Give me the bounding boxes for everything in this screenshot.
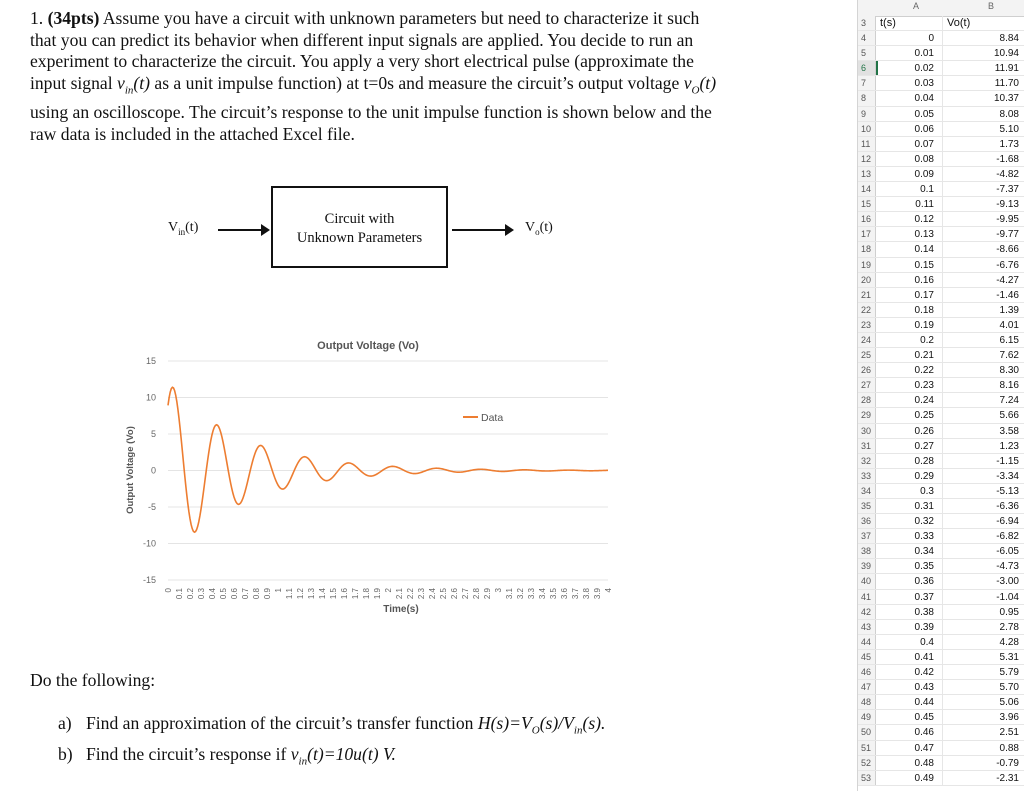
sheet-row[interactable] xyxy=(858,197,1024,212)
cell-time[interactable]: 0.3 xyxy=(876,484,943,498)
row-number[interactable]: 41 xyxy=(858,590,876,604)
cell-voltage[interactable]: -9.13 xyxy=(996,199,1019,211)
x-tick-label: 1.5 xyxy=(329,588,338,600)
sheet-row[interactable] xyxy=(858,242,1024,257)
sheet-row[interactable] xyxy=(858,258,1024,273)
cell-time[interactable]: 0.29 xyxy=(876,469,943,483)
cell-time[interactable]: 0.42 xyxy=(876,665,943,679)
x-tick-label: 0.6 xyxy=(230,588,239,600)
cell-voltage[interactable]: -9.95 xyxy=(996,214,1019,226)
cell-voltage[interactable]: 8.30 xyxy=(999,365,1019,377)
row-number[interactable]: 10 xyxy=(858,122,876,136)
cell-voltage[interactable]: -1.15 xyxy=(996,455,1019,467)
cell-time[interactable]: 0.02 xyxy=(876,61,943,75)
cell-voltage[interactable]: 1.39 xyxy=(999,304,1019,316)
cell-time[interactable]: 0.15 xyxy=(876,258,943,272)
sheet-row[interactable] xyxy=(858,46,1024,61)
row-number[interactable]: 52 xyxy=(858,756,876,770)
problem-number: 1. xyxy=(30,8,48,28)
cell-time[interactable]: 0.31 xyxy=(876,499,943,513)
row-number[interactable]: 31 xyxy=(858,439,876,453)
problem-text-1: Assume you have a circuit with unknown parameters but need to characterize it such that you can predict its behavior when different input signals are applied. You decide to run an experiment to characterize the circuit. You apply a very short electrical pulse (approximate the input signal xyxy=(30,8,700,94)
cell-time[interactable]: 0.17 xyxy=(876,288,943,302)
sheet-row[interactable] xyxy=(858,167,1024,182)
todo-heading: Do the following: xyxy=(30,670,156,690)
cell-time[interactable]: 0.06 xyxy=(876,122,943,136)
sheet-row[interactable] xyxy=(858,499,1024,514)
sheet-row[interactable] xyxy=(858,91,1024,106)
cell-voltage[interactable]: -3.00 xyxy=(996,576,1019,588)
cell-time[interactable]: 0.21 xyxy=(876,348,943,362)
cell-voltage[interactable]: 5.66 xyxy=(999,410,1019,422)
chart-x-label: Time(s) xyxy=(383,604,419,615)
row-number[interactable]: 9 xyxy=(858,107,876,121)
x-tick-label: 3.2 xyxy=(516,588,525,600)
cell-time[interactable]: 0.48 xyxy=(876,756,943,770)
cell-time[interactable]: 0.05 xyxy=(876,107,943,121)
cell-voltage[interactable]: 2.51 xyxy=(999,727,1019,739)
sheet-row[interactable] xyxy=(858,559,1024,574)
row-number[interactable]: 21 xyxy=(858,288,876,302)
output-label: $V_o(t)$ xyxy=(525,220,553,237)
task-list xyxy=(58,712,605,773)
cell-voltage[interactable]: 7.24 xyxy=(999,395,1019,407)
sheet-row[interactable] xyxy=(858,424,1024,439)
cell-time[interactable]: 0.1 xyxy=(876,182,943,196)
row-number[interactable]: 16 xyxy=(858,212,876,226)
vo-symbol: $v_O(t)$ xyxy=(683,73,717,97)
sheet-row[interactable] xyxy=(858,650,1024,665)
y-tick-label: 5 xyxy=(150,429,156,439)
x-tick-label: 1.3 xyxy=(307,588,316,600)
cell-voltage[interactable]: 10.37 xyxy=(993,93,1019,105)
row-number[interactable]: 46 xyxy=(858,665,876,679)
cell-voltage[interactable]: 2.78 xyxy=(999,621,1019,633)
sheet-row[interactable] xyxy=(858,439,1024,454)
cell-voltage[interactable]: 5.10 xyxy=(999,123,1019,135)
sheet-row[interactable] xyxy=(858,31,1024,46)
cell-time[interactable]: 0.12 xyxy=(876,212,943,226)
column-header-bar xyxy=(858,0,1024,17)
cell-voltage[interactable]: -1.04 xyxy=(996,591,1019,603)
cell-voltage[interactable]: 4.28 xyxy=(999,636,1019,648)
sheet-row[interactable] xyxy=(858,182,1024,197)
row-number[interactable]: 30 xyxy=(858,424,876,438)
problem-text-2: as a unit impulse function) at t=0s and measure the circuit’s output voltage xyxy=(149,73,684,94)
cell-time[interactable]: 0.14 xyxy=(876,242,943,256)
sheet-row[interactable] xyxy=(858,741,1024,756)
cell-voltage[interactable]: 3.96 xyxy=(999,712,1019,724)
cell-time[interactable]: 0.4 xyxy=(876,635,943,649)
sheet-row[interactable] xyxy=(858,454,1024,469)
row-number[interactable]: 22 xyxy=(858,303,876,317)
cell-time[interactable]: 0.46 xyxy=(876,725,943,739)
cell-time[interactable]: 0.41 xyxy=(876,650,943,664)
x-tick-label: 4 xyxy=(604,588,613,593)
output-arrow xyxy=(452,229,512,231)
row-number[interactable]: 42 xyxy=(858,605,876,619)
cell-voltage[interactable]: -6.36 xyxy=(996,501,1019,512)
row-number[interactable]: 49 xyxy=(858,710,876,724)
x-tick-label: 0.8 xyxy=(252,588,261,600)
x-tick-label: 1.9 xyxy=(373,588,382,600)
x-tick-label: 2.3 xyxy=(417,588,426,600)
row-number[interactable]: 4 xyxy=(858,31,876,45)
cell-voltage[interactable]: 11.70 xyxy=(994,78,1019,90)
sheet-rows xyxy=(858,16,1024,786)
task-a: a) Find an approximation of the circuit’s transfer function $H(s)=V_O(s)/V_{in}(s)$. xyxy=(58,713,606,737)
input-label: $V_{in}(t)$ xyxy=(168,220,199,237)
cell-time[interactable]: 0.16 xyxy=(876,273,943,287)
row-number[interactable]: 18 xyxy=(858,242,876,256)
x-tick-label: 3.5 xyxy=(549,588,558,600)
cell-voltage[interactable]: 0.88 xyxy=(999,742,1019,754)
cell-time[interactable]: 0.37 xyxy=(876,590,943,604)
x-tick-label: 0.4 xyxy=(208,588,217,600)
y-tick-label: -10 xyxy=(142,538,156,549)
cell-voltage[interactable]: 5.79 xyxy=(999,667,1019,679)
cell-time[interactable]: 0.24 xyxy=(876,393,943,407)
sheet-row[interactable] xyxy=(858,348,1024,363)
x-tick-label: 0.2 xyxy=(186,588,195,600)
cell-time[interactable]: 0 xyxy=(876,31,943,45)
x-tick-label: 1.4 xyxy=(318,588,327,600)
sheet-row[interactable] xyxy=(858,635,1024,650)
chart-y-label: Output Voltage (Vo) xyxy=(125,426,136,514)
cell-time[interactable]: 0.19 xyxy=(876,318,943,332)
sheet-row[interactable] xyxy=(858,303,1024,318)
cell-voltage[interactable]: 6.15 xyxy=(999,334,1019,346)
chart-series-line xyxy=(168,387,608,532)
problem-statement xyxy=(30,8,720,146)
row-number[interactable]: 14 xyxy=(858,182,876,196)
cell-time[interactable]: 0.23 xyxy=(876,378,943,392)
row-number[interactable]: 32 xyxy=(858,454,876,468)
x-tick-label: 3.9 xyxy=(593,588,602,600)
sheet-row[interactable] xyxy=(858,725,1024,740)
cell-voltage[interactable]: 5.31 xyxy=(999,651,1019,663)
x-tick-label: 0.3 xyxy=(197,588,206,600)
y-tick-label: 0 xyxy=(150,465,156,476)
sheet-row[interactable] xyxy=(858,756,1024,771)
sheet-row[interactable] xyxy=(858,137,1024,152)
x-tick-label: 2.9 xyxy=(483,588,492,600)
sheet-row[interactable] xyxy=(858,273,1024,288)
cell-voltage[interactable]: -6.94 xyxy=(996,516,1019,528)
chart-title: Output Voltage (Vo) xyxy=(317,340,419,352)
cell-time[interactable]: 0.44 xyxy=(876,695,943,709)
x-tick-label: 2.4 xyxy=(428,588,437,600)
x-tick-label: 3 xyxy=(494,588,503,593)
cell-voltage[interactable]: -6.76 xyxy=(996,259,1019,271)
row-number[interactable]: 44 xyxy=(858,635,876,649)
column-a-header[interactable]: A xyxy=(913,1,920,11)
cell-voltage[interactable]: -0.79 xyxy=(996,757,1019,769)
chart-legend-label: Data xyxy=(481,412,504,424)
sheet-row[interactable] xyxy=(858,212,1024,227)
cell-voltage[interactable]: 5.70 xyxy=(999,682,1019,694)
column-b-header[interactable]: B xyxy=(988,1,995,11)
cell-time[interactable]: 0.45 xyxy=(876,710,943,724)
row-number[interactable]: 33 xyxy=(858,469,876,483)
sheet-row[interactable] xyxy=(858,227,1024,242)
cell-voltage[interactable]: -8.66 xyxy=(996,244,1019,256)
x-tick-label: 3.1 xyxy=(505,588,514,600)
input-arrow xyxy=(218,229,268,231)
cell-time[interactable]: 0.47 xyxy=(876,741,943,755)
row-number[interactable]: 45 xyxy=(858,650,876,664)
sheet-row[interactable] xyxy=(858,107,1024,122)
cell-voltage[interactable]: 0.95 xyxy=(999,606,1019,618)
sheet-row[interactable] xyxy=(858,333,1024,348)
row-number[interactable]: 28 xyxy=(858,393,876,407)
cell-voltage[interactable]: -4.27 xyxy=(996,274,1019,286)
cell-voltage[interactable]: -1.46 xyxy=(996,289,1019,301)
sheet-row[interactable] xyxy=(858,544,1024,559)
cell-voltage[interactable]: -4.73 xyxy=(996,561,1019,573)
row-number[interactable]: 12 xyxy=(858,152,876,166)
x-tick-label: 1.8 xyxy=(362,588,371,600)
cell-voltage[interactable]: 1.23 xyxy=(999,440,1019,452)
cell-time[interactable]: 0.36 xyxy=(876,574,943,588)
problem-points: (34pts) xyxy=(47,8,100,28)
cell-time[interactable]: 0.09 xyxy=(876,167,943,181)
x-tick-label: 2.5 xyxy=(439,588,448,600)
x-tick-label: 1.7 xyxy=(351,588,360,600)
chart-y-ticks xyxy=(143,356,156,585)
row-number[interactable]: 29 xyxy=(858,408,876,422)
cell-time[interactable]: 0.22 xyxy=(876,363,943,377)
row-number[interactable]: 50 xyxy=(858,725,876,739)
cell-time[interactable]: 0.28 xyxy=(876,454,943,468)
excel-data-panel[interactable] xyxy=(857,0,1024,791)
row-number[interactable]: 25 xyxy=(858,348,876,362)
cell-voltage[interactable]: 8.16 xyxy=(999,380,1019,392)
row-number[interactable]: 17 xyxy=(858,227,876,241)
sheet-row[interactable] xyxy=(858,393,1024,408)
sheet-row[interactable] xyxy=(858,529,1024,544)
sheet-row[interactable] xyxy=(858,378,1024,393)
row-number[interactable]: 27 xyxy=(858,378,876,392)
x-tick-label: 1.6 xyxy=(340,588,349,600)
sheet-row[interactable] xyxy=(858,620,1024,635)
row-number[interactable]: 8 xyxy=(858,91,876,105)
cell-voltage[interactable]: 1.73 xyxy=(999,138,1019,150)
cell-time[interactable]: 0.2 xyxy=(876,333,943,347)
x-tick-label: 0.1 xyxy=(175,588,184,600)
row-number[interactable]: 36 xyxy=(858,514,876,528)
cell-voltage[interactable]: 5.06 xyxy=(999,697,1019,709)
x-tick-label: 2.2 xyxy=(406,588,415,600)
row-number[interactable]: 15 xyxy=(858,197,876,211)
y-tick-label: -5 xyxy=(147,502,156,512)
cell-time[interactable]: 0.04 xyxy=(876,91,943,105)
cell-voltage[interactable]: -3.34 xyxy=(996,470,1019,482)
sheet-row[interactable] xyxy=(858,288,1024,303)
y-tick-label: 15 xyxy=(145,356,156,366)
sheet-row[interactable] xyxy=(858,710,1024,725)
cell-voltage[interactable]: -2.31 xyxy=(996,772,1019,784)
y-tick-label: -15 xyxy=(142,575,156,585)
row-number[interactable]: 7 xyxy=(858,76,876,90)
x-tick-label: 1.1 xyxy=(285,588,294,600)
cell-time[interactable]: 0.18 xyxy=(876,303,943,317)
cell-voltage[interactable]: 10.94 xyxy=(993,48,1019,60)
sheet-row[interactable] xyxy=(858,574,1024,589)
sheet-row[interactable] xyxy=(858,680,1024,695)
cell-voltage[interactable]: 7.62 xyxy=(999,350,1019,362)
cell-time[interactable]: 0.07 xyxy=(876,137,943,151)
row-number[interactable]: 48 xyxy=(858,695,876,709)
cell-voltage[interactable]: -6.82 xyxy=(996,531,1019,543)
sheet-row[interactable] xyxy=(858,605,1024,620)
sheet-header-row[interactable]: 3 t(s) Vo(t) xyxy=(858,16,1024,31)
row-number[interactable]: 11 xyxy=(858,137,876,151)
x-tick-label: 0.7 xyxy=(241,588,250,600)
cell-time[interactable]: 0.38 xyxy=(876,605,943,619)
cell-voltage[interactable]: -6.05 xyxy=(996,546,1019,558)
sheet-row[interactable] xyxy=(858,363,1024,378)
row-number[interactable]: 24 xyxy=(858,333,876,347)
sheet-row[interactable] xyxy=(858,318,1024,333)
sheet-row[interactable] xyxy=(858,695,1024,710)
row-number[interactable]: 20 xyxy=(858,273,876,287)
y-tick-label: 10 xyxy=(145,392,156,403)
x-tick-label: 0.9 xyxy=(263,588,272,600)
cell-voltage[interactable]: 11.91 xyxy=(994,63,1019,75)
x-tick-label: 3.3 xyxy=(527,588,536,600)
cell-voltage[interactable]: 8.08 xyxy=(999,108,1019,120)
sheet-row[interactable] xyxy=(858,469,1024,484)
sheet-row[interactable] xyxy=(858,152,1024,167)
row-number[interactable]: 13 xyxy=(858,167,876,181)
row-number[interactable]: 37 xyxy=(858,529,876,543)
cell-time[interactable]: 0.08 xyxy=(876,152,943,166)
cell-time[interactable]: 0.03 xyxy=(876,76,943,90)
row-number[interactable]: 51 xyxy=(858,741,876,755)
row-number[interactable]: 23 xyxy=(858,318,876,332)
row-number[interactable]: 40 xyxy=(858,574,876,588)
row-number[interactable]: 43 xyxy=(858,620,876,634)
row-number[interactable]: 47 xyxy=(858,680,876,694)
x-tick-label: 2 xyxy=(384,588,393,593)
cell-voltage[interactable]: -9.77 xyxy=(996,229,1019,241)
chart-x-ticks xyxy=(164,587,613,599)
x-tick-label: 3.8 xyxy=(582,588,591,600)
row-number[interactable]: 38 xyxy=(858,544,876,558)
cell-time[interactable]: 0.13 xyxy=(876,227,943,241)
x-tick-label: 1 xyxy=(274,588,283,593)
x-tick-label: 2.1 xyxy=(395,588,404,600)
cell-time[interactable]: 0.39 xyxy=(876,620,943,634)
row-number[interactable]: 53 xyxy=(858,771,876,785)
row-number[interactable]: 19 xyxy=(858,258,876,272)
sheet-row[interactable] xyxy=(858,61,1024,76)
vin-symbol: $v_{in}(t)$ xyxy=(117,73,150,97)
cell-time[interactable]: 0.43 xyxy=(876,680,943,694)
cell-voltage[interactable]: -5.13 xyxy=(996,485,1019,497)
row-number[interactable]: 34 xyxy=(858,484,876,498)
cell-time[interactable]: 0.34 xyxy=(876,544,943,558)
cell-time[interactable]: 0.49 xyxy=(876,771,943,785)
sheet-row[interactable] xyxy=(858,76,1024,91)
cell-voltage[interactable]: 3.58 xyxy=(999,425,1019,437)
cell-time[interactable]: 0.11 xyxy=(876,197,943,211)
x-tick-label: 3.4 xyxy=(538,588,547,600)
row-number[interactable]: 35 xyxy=(858,499,876,513)
x-tick-label: 0 xyxy=(164,588,173,593)
sheet-row[interactable] xyxy=(858,408,1024,423)
sheet-row[interactable] xyxy=(858,590,1024,605)
cell-time[interactable]: 0.32 xyxy=(876,514,943,528)
cell-time[interactable]: 0.35 xyxy=(876,559,943,573)
cell-time[interactable]: 0.25 xyxy=(876,408,943,422)
row-number[interactable]: 5 xyxy=(858,46,876,60)
x-tick-label: 0.5 xyxy=(219,588,228,600)
output-voltage-chart xyxy=(118,325,618,625)
cell-voltage[interactable]: 8.84 xyxy=(999,33,1019,45)
x-tick-label: 1.2 xyxy=(296,588,305,600)
problem-text-3: using an oscilloscope. The circuit’s response to the unit impulse function is shown below and the raw data is included in the attached Excel file. xyxy=(30,102,712,145)
cell-voltage[interactable]: -1.68 xyxy=(996,153,1019,165)
sheet-row[interactable] xyxy=(858,514,1024,529)
cell-time[interactable]: 0.33 xyxy=(876,529,943,543)
x-tick-label: 2.8 xyxy=(472,588,481,600)
x-tick-label: 3.7 xyxy=(571,588,580,600)
cell-voltage[interactable]: -4.82 xyxy=(996,168,1019,180)
x-tick-label: 3.6 xyxy=(560,588,569,600)
sheet-row[interactable] xyxy=(858,122,1024,137)
cell-time[interactable]: 0.01 xyxy=(876,46,943,60)
row-number[interactable]: 6 xyxy=(858,61,876,75)
x-tick-label: 2.6 xyxy=(450,588,459,600)
row-number[interactable]: 26 xyxy=(858,363,876,377)
sheet-row[interactable] xyxy=(858,665,1024,680)
block-diagram xyxy=(160,182,580,272)
cell-time[interactable]: 0.26 xyxy=(876,424,943,438)
sheet-row[interactable] xyxy=(858,484,1024,499)
x-tick-label: 2.7 xyxy=(461,588,470,600)
sheet-row[interactable] xyxy=(858,771,1024,786)
cell-voltage[interactable]: -7.37 xyxy=(996,184,1019,196)
circuit-box xyxy=(271,186,448,268)
circuit-box-line2: Unknown Parameters xyxy=(296,230,423,246)
cell-voltage[interactable]: 4.01 xyxy=(999,319,1019,331)
row-number[interactable]: 39 xyxy=(858,559,876,573)
cell-time[interactable]: 0.27 xyxy=(876,439,943,453)
task-b: b) Find the circuit’s response if $v_{in}(t)=10u(t)$ V. xyxy=(58,743,396,768)
circuit-box-line1: Circuit with xyxy=(324,211,395,227)
